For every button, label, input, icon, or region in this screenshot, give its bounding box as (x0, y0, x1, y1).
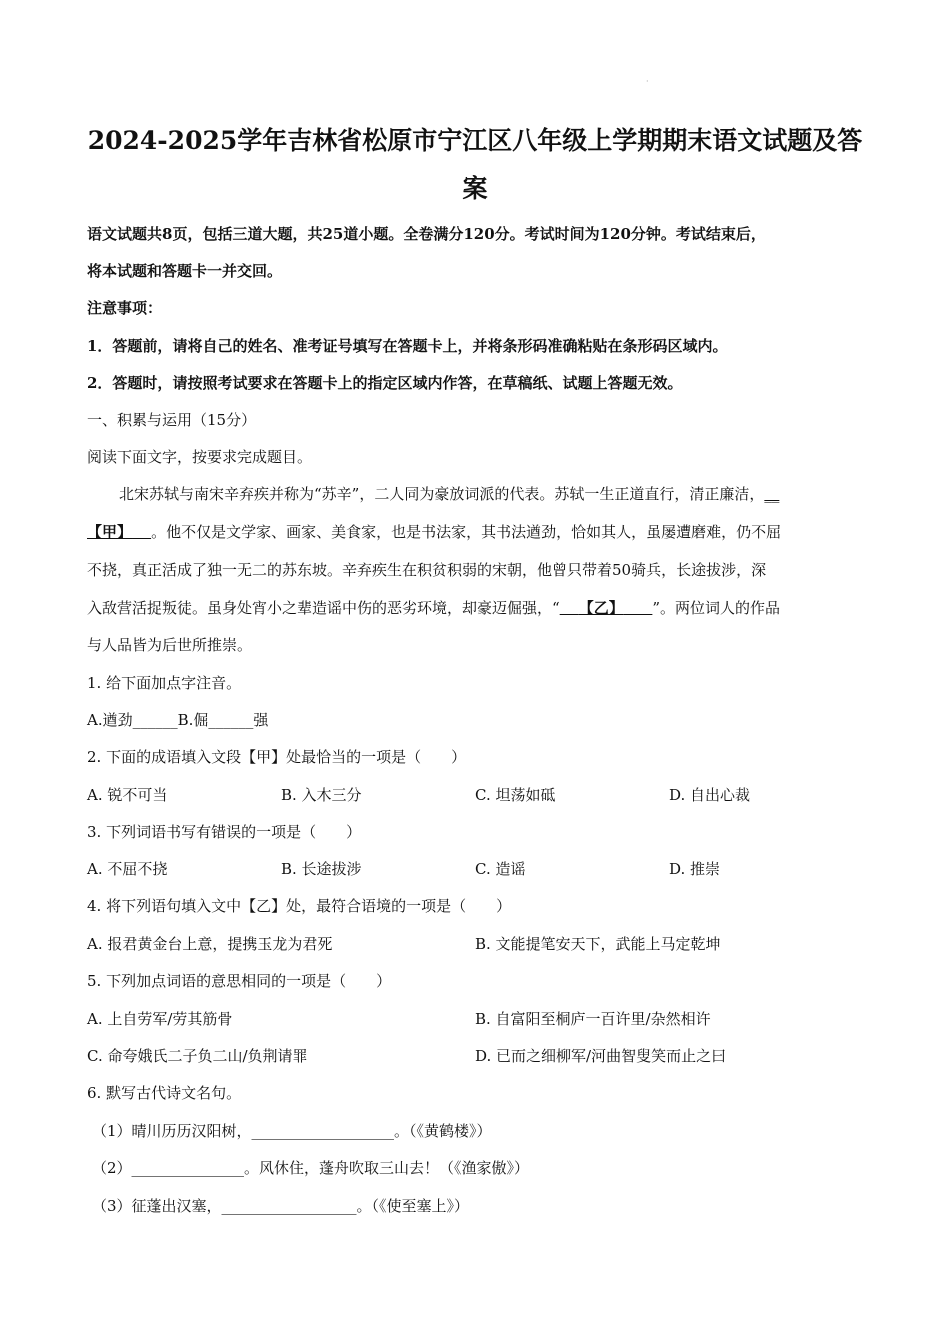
passage-line-4 (87, 598, 780, 618)
passage-line-2 (87, 522, 781, 542)
question-4-option-a: A. 报君黄金台上意，提携玉龙为君死 (87, 935, 333, 953)
passage-text: ”。两位词人的作品 (652, 599, 781, 617)
section-heading: 一、积累与运用（15分） (87, 411, 257, 429)
question-3-option-d: D. 推崇 (669, 860, 721, 878)
passage-line-1 (119, 484, 779, 504)
question-2-option-a: A. 锐不可当 (87, 786, 168, 804)
passage-line-3: 不挠，真正活成了独一无二的苏东坡。辛弃疾生在积贫积弱的宋朝，他曾只带着50骑兵，长途拔涉，深 (87, 561, 767, 579)
page-mark: · (646, 77, 649, 86)
blank-jia-start: __ (764, 485, 780, 503)
intro-line-1: 语文试题共8页，包括三道大题，共25道小题。全卷满分120分。考试时间为120分钟。考试结束后， (87, 225, 766, 243)
question-6-item-1: （1）晴川历历汉阳树，___________________。（《黄鹤楼》） (92, 1122, 492, 1140)
document-title: 2024-2025学年吉林省松原市宁江区八年级上学期期末语文试题及答 (87, 126, 863, 155)
question-3-stem: 3. 下列词语书写有错误的一项是（ ） (87, 823, 362, 841)
passage-text: 北宋苏轼与南宋辛弃疾并称为“苏辛”，二人同为豪放词派的代表。苏轼一生正道直行，清正廉洁， (119, 485, 765, 503)
question-6-item-2: （2）_______________。风休住，蓬舟吹取三山去！（《渔家傲》） (92, 1159, 530, 1177)
document-title-continued: 案 (462, 174, 488, 203)
question-5-option-b: B. 自富阳至桐庐一百许里/杂然相许 (475, 1010, 711, 1028)
question-4-stem: 4. 将下列语句填入文中【乙】处，最符合语境的一项是（ ） (87, 897, 512, 915)
question-5-option-d: D. 已而之细柳军/河曲智叟笑而止之曰 (475, 1047, 727, 1065)
question-1-stem: 1. 给下面加点字注音。 (87, 674, 242, 692)
notice-item-1: 1．答题前，请将自己的姓名、准考证号填写在答题卡上，并将条形码准确粘贴在条形码区域内。 (87, 337, 728, 355)
question-3-option-c: C. 造谣 (475, 860, 526, 878)
instruction: 阅读下面文字，按要求完成题目。 (87, 448, 313, 466)
question-2-option-b: B. 入木三分 (281, 786, 362, 804)
question-2-stem: 2. 下面的成语填入文段【甲】处最恰当的一项是（ ） (87, 748, 467, 766)
question-6-stem: 6. 默写古代诗文名句。 (87, 1084, 242, 1102)
passage-text: 入敌营活捉叛徒。虽身处宵小之辈造谣中伤的恶劣环境，却豪迈倔强，“ (87, 599, 560, 617)
question-3-option-a: A. 不屈不挠 (87, 860, 168, 878)
question-5-option-c: C. 命夸娥氏二子负二山/负荆请罪 (87, 1047, 308, 1065)
question-5-option-a: A. 上自劳军/劳其筋骨 (87, 1010, 233, 1028)
passage-line-5: 与人品皆为后世所推崇。 (87, 636, 253, 654)
question-6-item-3: （3）征蓬出汉塞，__________________。（《使至塞上》） (92, 1197, 470, 1215)
question-4-option-b: B. 文能提笔安天下，武能上马定乾坤 (475, 935, 721, 953)
question-3-option-b: B. 长途拔涉 (281, 860, 362, 878)
blank-jia: 【甲】 (87, 523, 133, 541)
question-2-option-d: D. 自出心裁 (669, 786, 751, 804)
notice-item-2: 2．答题时，请按照考试要求在答题卡上的指定区域内作答，在草稿纸、试题上答题无效。 (87, 374, 683, 392)
passage-text: 。他不仅是文学家、画家、美食家，也是书法家，其书法遒劲，恰如其人，虽屡遭磨难，仍不屈 (151, 523, 782, 541)
intro-line-2: 将本试题和答题卡一并交回。 (87, 262, 283, 280)
blank-yi: 【乙】 (578, 599, 624, 617)
notice-heading: 注意事项： (87, 299, 163, 317)
question-5-stem: 5. 下列加点词语的意思相同的一项是（ ） (87, 972, 392, 990)
question-2-option-c: C. 坦荡如砥 (475, 786, 556, 804)
question-1-options: A.遒劲______B.倔______强 (87, 711, 269, 729)
